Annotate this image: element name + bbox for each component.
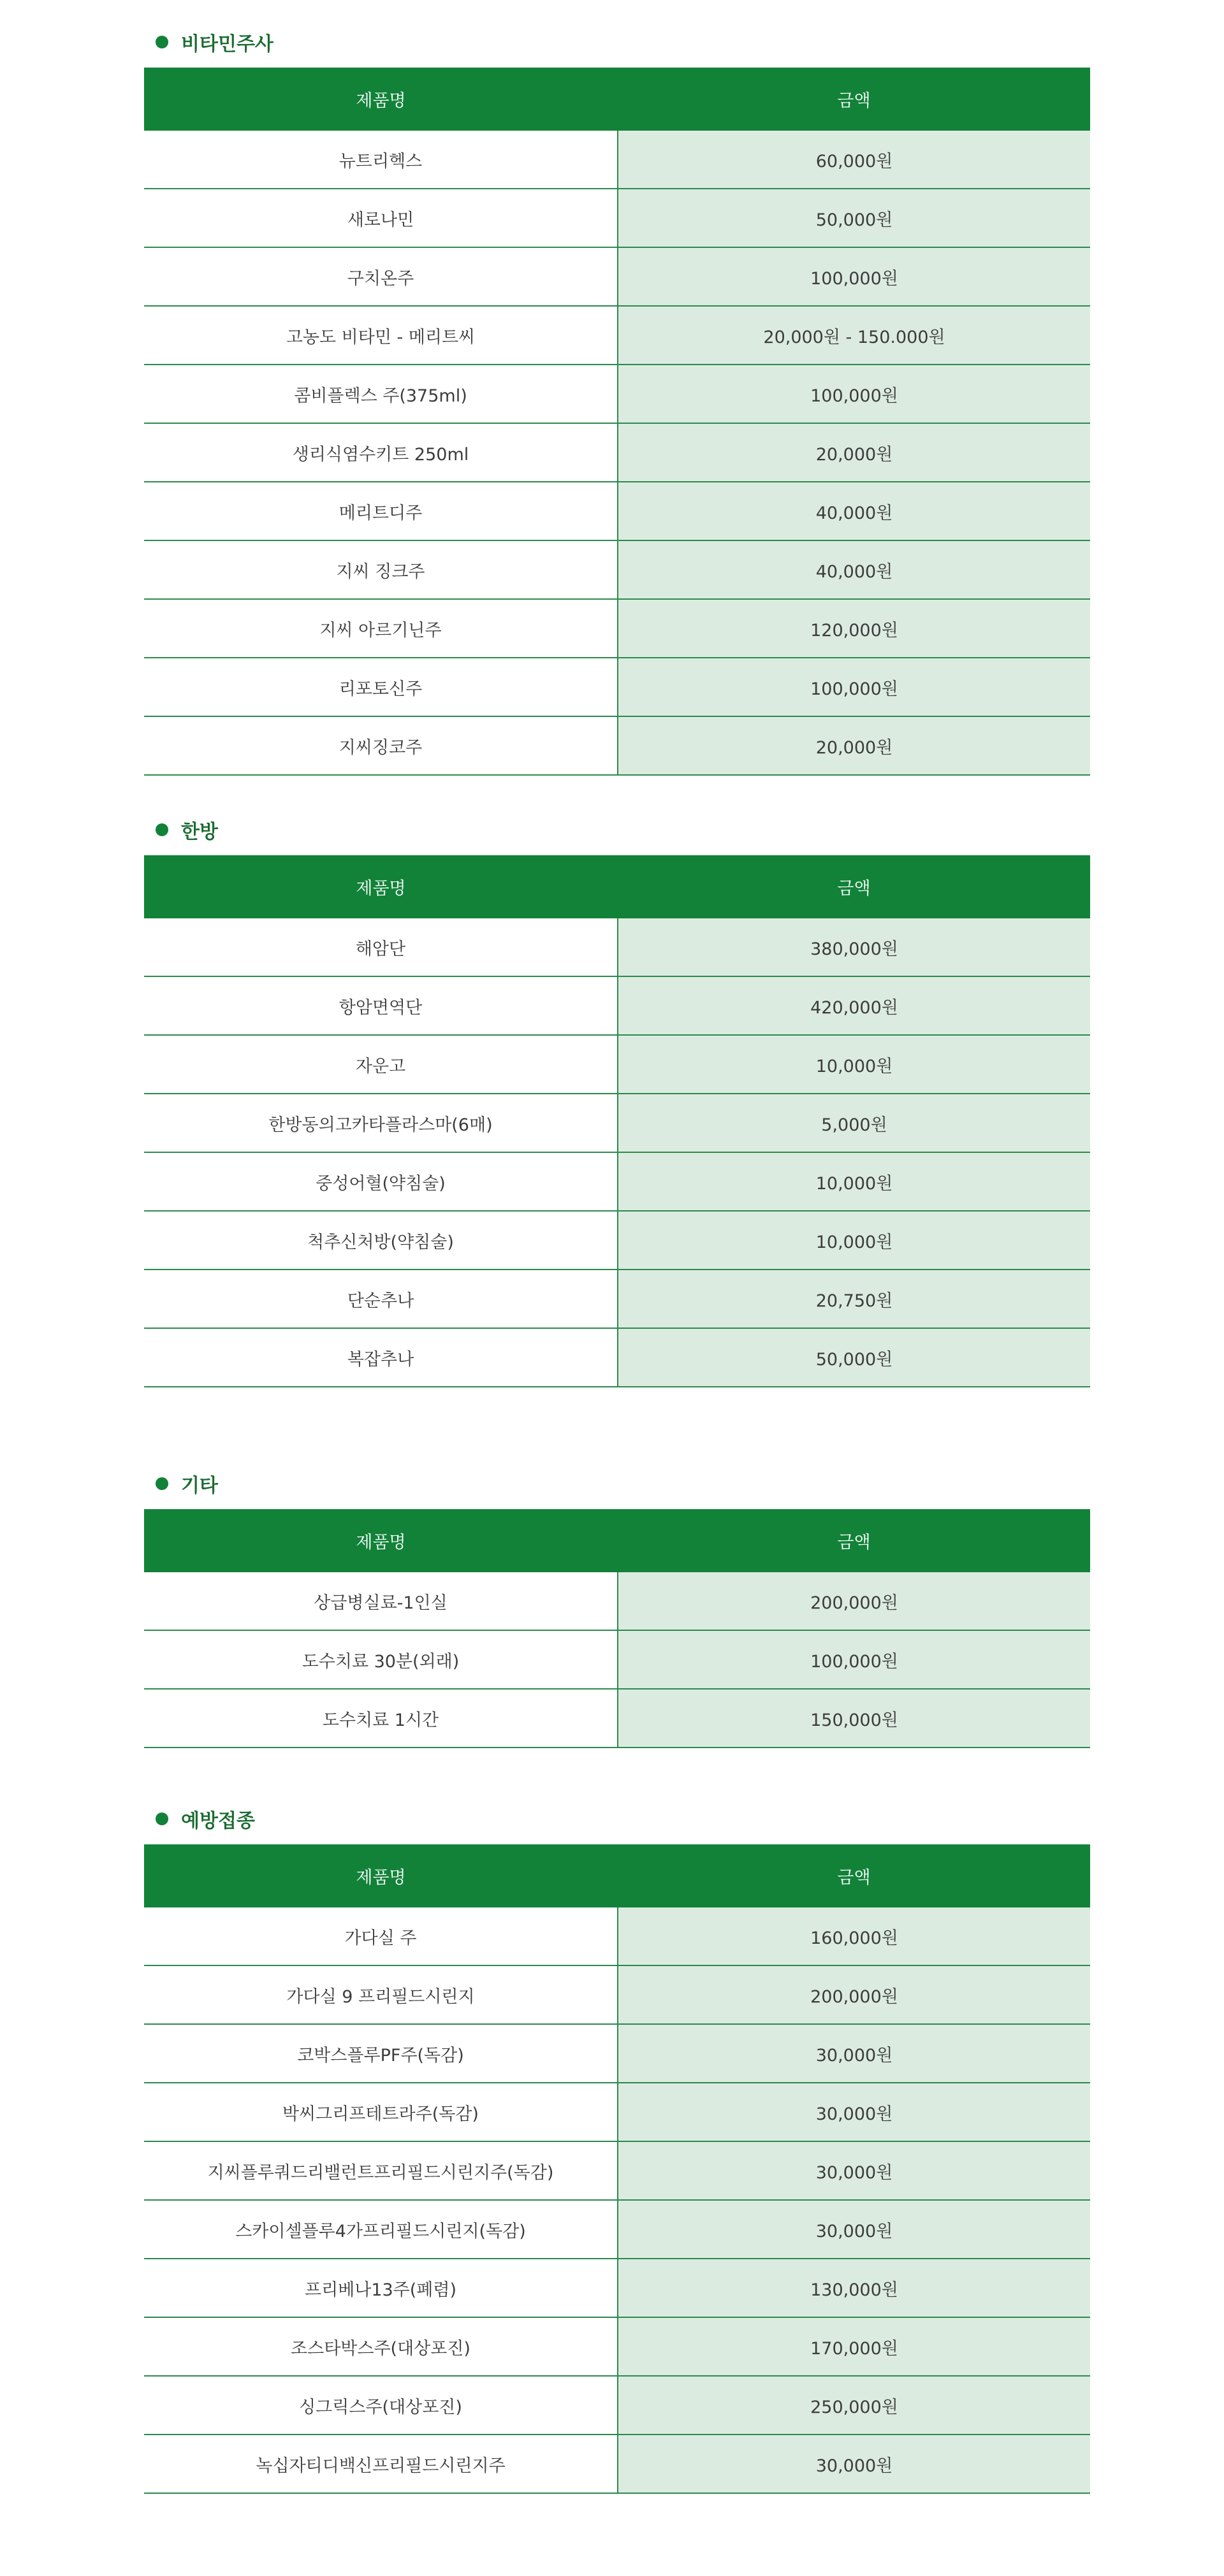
- product-amount: 200,000원: [618, 1965, 1090, 2024]
- table-row: [144, 976, 1090, 1035]
- product-name: 코박스플루PF주(독감): [144, 2024, 618, 2083]
- product-amount: 30,000원: [618, 2200, 1090, 2259]
- product-name: 도수치료 30분(외래): [144, 1630, 618, 1689]
- header-amount: 금액: [618, 68, 1090, 131]
- section-etc: [144, 1471, 1090, 1748]
- section-title-text: 예방접종: [181, 1810, 255, 1832]
- table-row: [144, 247, 1090, 306]
- product-amount: 100,000원: [618, 1630, 1090, 1689]
- table-row: [144, 1152, 1090, 1211]
- table-row: [144, 1630, 1090, 1689]
- product-amount: 20,000원: [618, 716, 1090, 775]
- header-amount: 금액: [618, 1509, 1090, 1572]
- product-amount: 250,000원: [618, 2376, 1090, 2435]
- table-header-row: [144, 1844, 1090, 1907]
- bullet-icon: [156, 1477, 168, 1490]
- section-title: [144, 1471, 1090, 1496]
- product-amount: 120,000원: [618, 599, 1090, 658]
- product-name: 가다실 주: [144, 1907, 618, 1965]
- table-row: [144, 482, 1090, 540]
- product-amount: 50,000원: [618, 189, 1090, 247]
- table-row: [144, 2141, 1090, 2200]
- product-name: 가다실 9 프리필드시린지: [144, 1965, 618, 2024]
- product-amount: 20,000원 - 150.000원: [618, 306, 1090, 365]
- price-table: [144, 1509, 1090, 1748]
- product-amount: 50,000원: [618, 1328, 1090, 1387]
- product-name: 중성어혈(약침술): [144, 1152, 618, 1211]
- product-name: 뉴트리헥스: [144, 131, 618, 189]
- product-name: 지씨 아르기닌주: [144, 599, 618, 658]
- section-vaccination: [144, 1806, 1090, 2494]
- table-row: [144, 1689, 1090, 1747]
- section-title: [144, 1806, 1090, 1832]
- table-row: [144, 1907, 1090, 1965]
- table-row: [144, 1211, 1090, 1270]
- product-amount: 160,000원: [618, 1907, 1090, 1965]
- section-title-text: 비타민주사: [181, 33, 273, 55]
- section-herbal: [144, 817, 1090, 1387]
- table-row: [144, 540, 1090, 599]
- table-row: [144, 423, 1090, 482]
- product-name: 메리트디주: [144, 482, 618, 540]
- header-product-name: 제품명: [144, 855, 618, 918]
- product-amount: 150,000원: [618, 1689, 1090, 1747]
- bullet-icon: [156, 1813, 168, 1825]
- product-amount: 10,000원: [618, 1211, 1090, 1270]
- table-row: [144, 1035, 1090, 1094]
- product-amount: 420,000원: [618, 976, 1090, 1035]
- product-amount: 30,000원: [618, 2141, 1090, 2200]
- product-name: 자운고: [144, 1035, 618, 1094]
- product-amount: 20,000원: [618, 423, 1090, 482]
- product-name: 스카이셀플루4가프리필드시린지(독감): [144, 2200, 618, 2259]
- table-row: [144, 2376, 1090, 2435]
- product-amount: 30,000원: [618, 2024, 1090, 2083]
- product-name: 항암면역단: [144, 976, 618, 1035]
- table-row: [144, 599, 1090, 658]
- table-row: [144, 189, 1090, 247]
- table-row: [144, 2317, 1090, 2376]
- product-amount: 10,000원: [618, 1152, 1090, 1211]
- product-name: 한방동의고카타플라스마(6매): [144, 1094, 618, 1152]
- price-table: [144, 68, 1090, 776]
- header-product-name: 제품명: [144, 1509, 618, 1572]
- price-table: [144, 1844, 1090, 2494]
- product-name: 싱그릭스주(대상포진): [144, 2376, 618, 2435]
- product-amount: 40,000원: [618, 540, 1090, 599]
- product-amount: 130,000원: [618, 2259, 1090, 2317]
- product-amount: 100,000원: [618, 658, 1090, 716]
- table-row: [144, 2083, 1090, 2141]
- product-amount: 100,000원: [618, 247, 1090, 306]
- table-row: [144, 658, 1090, 716]
- product-amount: 200,000원: [618, 1572, 1090, 1630]
- table-row: [144, 1965, 1090, 2024]
- section-title: [144, 29, 1090, 55]
- product-name: 해암단: [144, 918, 618, 976]
- section-title-text: 기타: [181, 1475, 218, 1497]
- product-amount: 100,000원: [618, 365, 1090, 423]
- bullet-icon: [156, 36, 168, 48]
- product-amount: 170,000원: [618, 2317, 1090, 2376]
- product-name: 단순추나: [144, 1270, 618, 1328]
- product-name: 리포토신주: [144, 658, 618, 716]
- table-row: [144, 1328, 1090, 1387]
- product-name: 프리베나13주(폐렴): [144, 2259, 618, 2317]
- table-header-row: [144, 68, 1090, 131]
- table-row: [144, 2435, 1090, 2493]
- header-product-name: 제품명: [144, 68, 618, 131]
- section-vitamin-injection: [144, 29, 1090, 776]
- product-name: 지씨 징크주: [144, 540, 618, 599]
- product-amount: 380,000원: [618, 918, 1090, 976]
- product-amount: 40,000원: [618, 482, 1090, 540]
- table-row: [144, 2200, 1090, 2259]
- table-row: [144, 2024, 1090, 2083]
- product-name: 녹십자티디백신프리필드시린지주: [144, 2435, 618, 2493]
- table-row: [144, 365, 1090, 423]
- product-name: 구치온주: [144, 247, 618, 306]
- product-name: 지씨징코주: [144, 716, 618, 775]
- table-row: [144, 716, 1090, 775]
- header-product-name: 제품명: [144, 1844, 618, 1907]
- section-title-text: 한방: [181, 821, 218, 843]
- table-header-row: [144, 855, 1090, 918]
- product-amount: 5,000원: [618, 1094, 1090, 1152]
- product-amount: 60,000원: [618, 131, 1090, 189]
- product-name: 상급병실료-1인실: [144, 1572, 618, 1630]
- header-amount: 금액: [618, 855, 1090, 918]
- product-amount: 30,000원: [618, 2083, 1090, 2141]
- product-name: 조스타박스주(대상포진): [144, 2317, 618, 2376]
- product-name: 척추신처방(약침술): [144, 1211, 618, 1270]
- product-name: 박씨그리프테트라주(독감): [144, 2083, 618, 2141]
- table-row: [144, 1572, 1090, 1630]
- section-title: [144, 817, 1090, 843]
- product-amount: 30,000원: [618, 2435, 1090, 2493]
- table-row: [144, 131, 1090, 189]
- product-name: 생리식염수키트 250ml: [144, 423, 618, 482]
- product-name: 고농도 비타민 - 메리트씨: [144, 306, 618, 365]
- price-table: [144, 855, 1090, 1387]
- product-amount: 20,750원: [618, 1270, 1090, 1328]
- bullet-icon: [156, 823, 168, 836]
- table-row: [144, 918, 1090, 976]
- product-name: 새로나민: [144, 189, 618, 247]
- product-name: 지씨플루쿼드리밸런트프리필드시린지주(독감): [144, 2141, 618, 2200]
- product-amount: 10,000원: [618, 1035, 1090, 1094]
- table-row: [144, 2259, 1090, 2317]
- table-row: [144, 306, 1090, 365]
- header-amount: 금액: [618, 1844, 1090, 1907]
- table-header-row: [144, 1509, 1090, 1572]
- table-row: [144, 1094, 1090, 1152]
- table-row: [144, 1270, 1090, 1328]
- product-name: 콤비플렉스 주(375ml): [144, 365, 618, 423]
- product-name: 도수치료 1시간: [144, 1689, 618, 1747]
- product-name: 복잡추나: [144, 1328, 618, 1387]
